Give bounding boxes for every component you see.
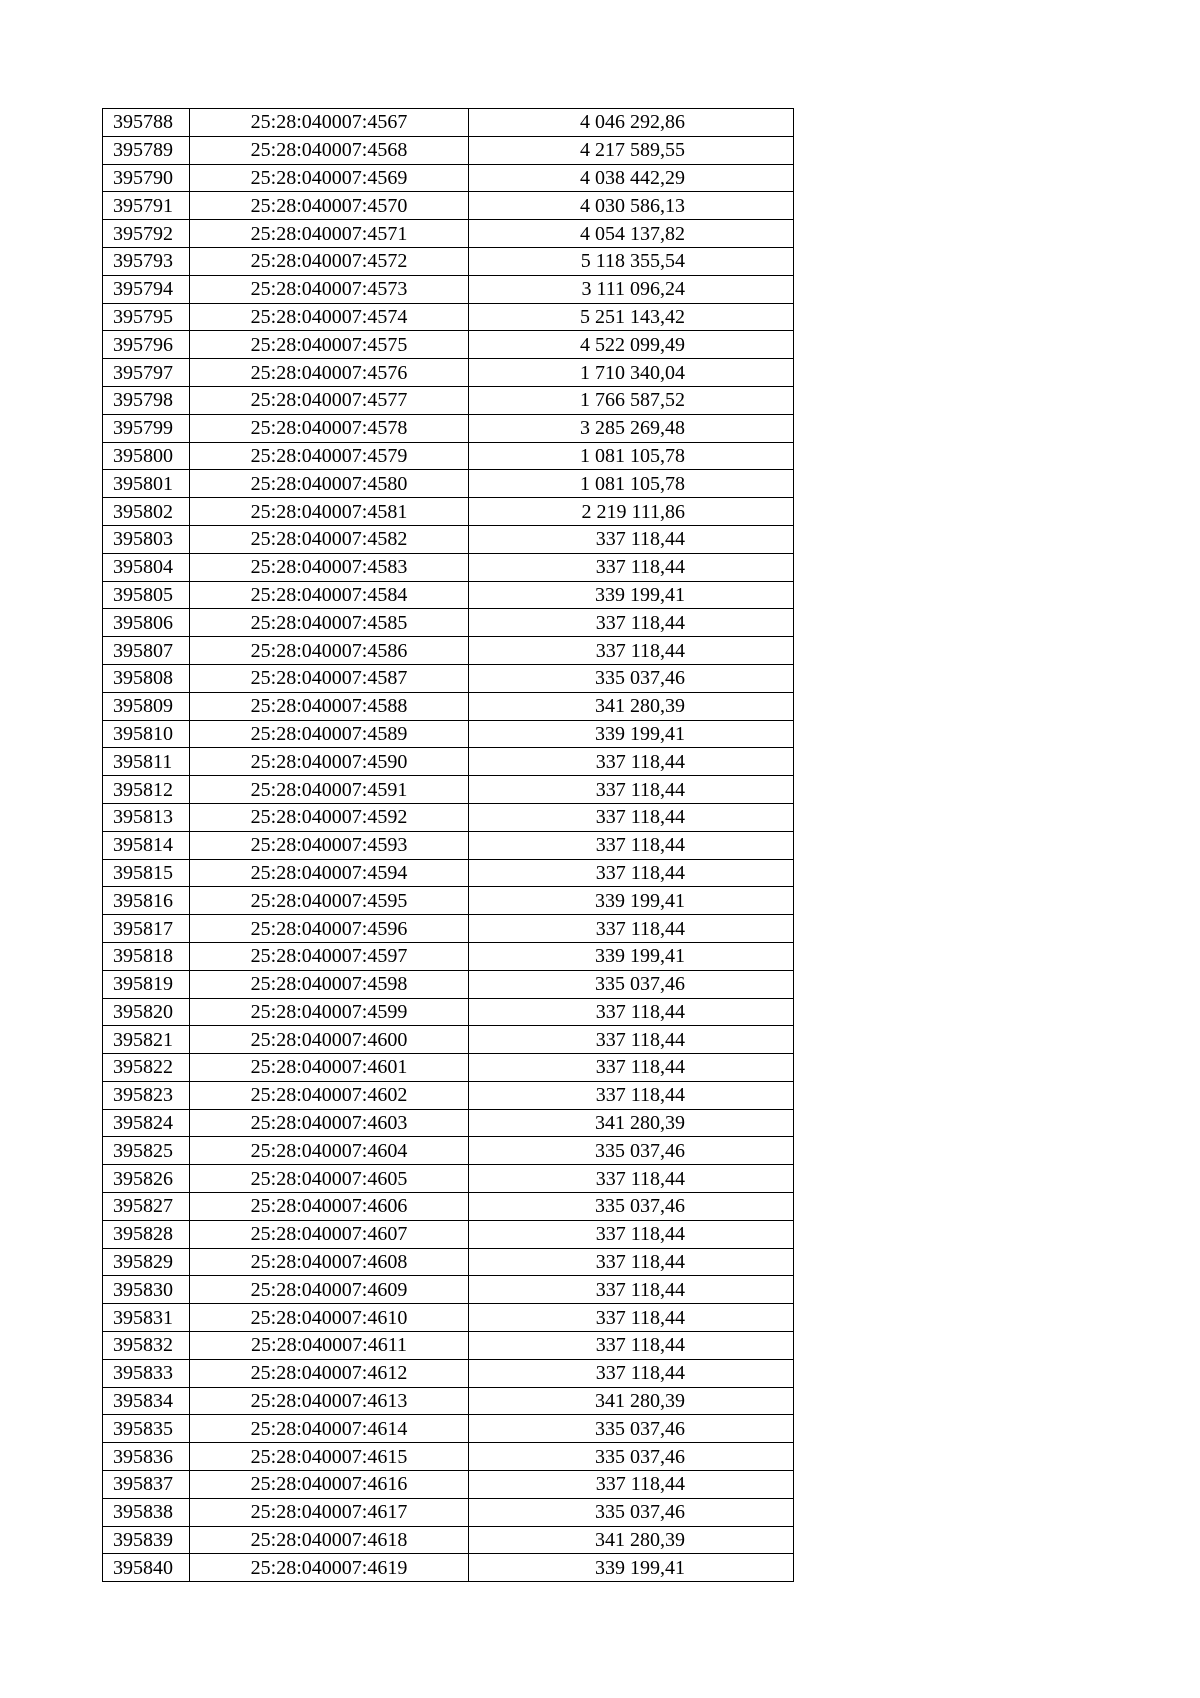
value-text: 335 037,46: [595, 1445, 685, 1468]
value-text: 4 217 589,55: [580, 139, 685, 162]
row-number-cell: 395798: [103, 386, 190, 414]
cadastral-number-cell: 25:28:040007:4606: [190, 1193, 469, 1221]
value-cell: [469, 109, 794, 137]
table-row: [103, 776, 794, 804]
row-number-cell: 395821: [103, 1026, 190, 1054]
cadastral-number-cell: 25:28:040007:4593: [190, 831, 469, 859]
value-text: 337 118,44: [595, 556, 685, 579]
table-row: [103, 1526, 794, 1554]
value-cell: [469, 1498, 794, 1526]
value-text: 5 251 143,42: [580, 305, 685, 328]
row-number-cell: 395810: [103, 720, 190, 748]
row-number-cell: 395835: [103, 1415, 190, 1443]
value-cell: [469, 1276, 794, 1304]
table-row: [103, 609, 794, 637]
cadastral-number-cell: 25:28:040007:4613: [190, 1387, 469, 1415]
table-row: [103, 386, 794, 414]
row-number-cell: 395812: [103, 776, 190, 804]
cadastral-number-cell: 25:28:040007:4617: [190, 1498, 469, 1526]
cadastral-number-cell: 25:28:040007:4579: [190, 442, 469, 470]
value-cell: [469, 887, 794, 915]
table-row: [103, 220, 794, 248]
table-row: [103, 192, 794, 220]
row-number-cell: 395799: [103, 414, 190, 442]
value-cell: [469, 776, 794, 804]
table-row: [103, 470, 794, 498]
table-row: [103, 887, 794, 915]
value-cell: [469, 803, 794, 831]
row-number-cell: 395790: [103, 164, 190, 192]
table-row: [103, 915, 794, 943]
cadastral-number-cell: 25:28:040007:4602: [190, 1081, 469, 1109]
value-text: 1 081 105,78: [580, 444, 685, 467]
value-cell: [469, 1554, 794, 1582]
table-row: [103, 525, 794, 553]
row-number-cell: 395833: [103, 1359, 190, 1387]
row-number-cell: 395791: [103, 192, 190, 220]
cadastral-number-cell: 25:28:040007:4603: [190, 1109, 469, 1137]
cadastral-number-cell: 25:28:040007:4595: [190, 887, 469, 915]
row-number-cell: 395822: [103, 1054, 190, 1082]
cadastral-number-cell: 25:28:040007:4615: [190, 1443, 469, 1471]
value-text: 1 081 105,78: [580, 472, 685, 495]
cadastral-number-cell: 25:28:040007:4612: [190, 1359, 469, 1387]
value-text: 337 118,44: [595, 1278, 685, 1301]
row-number-cell: 395819: [103, 970, 190, 998]
table-row: [103, 1415, 794, 1443]
value-cell: [469, 1165, 794, 1193]
row-number-cell: 395827: [103, 1193, 190, 1221]
value-text: 341 280,39: [595, 1529, 685, 1552]
table-row: [103, 748, 794, 776]
value-cell: [469, 553, 794, 581]
table-row: [103, 831, 794, 859]
value-cell: [469, 1415, 794, 1443]
cadastral-number-cell: 25:28:040007:4614: [190, 1415, 469, 1443]
cadastral-number-cell: 25:28:040007:4596: [190, 915, 469, 943]
table-row: [103, 1554, 794, 1582]
value-text: 339 199,41: [595, 1556, 685, 1579]
table-row: [103, 859, 794, 887]
row-number-cell: 395815: [103, 859, 190, 887]
cadastral-number-cell: 25:28:040007:4573: [190, 275, 469, 303]
value-text: 337 118,44: [595, 1362, 685, 1385]
cadastral-number-cell: 25:28:040007:4574: [190, 303, 469, 331]
value-text: 337 118,44: [595, 1251, 685, 1274]
cadastral-number-cell: 25:28:040007:4618: [190, 1526, 469, 1554]
row-number-cell: 395816: [103, 887, 190, 915]
value-cell: [469, 637, 794, 665]
value-text: 337 118,44: [595, 1000, 685, 1023]
value-cell: [469, 1387, 794, 1415]
row-number-cell: 395800: [103, 442, 190, 470]
table-row: [103, 1359, 794, 1387]
table-row: [103, 1220, 794, 1248]
cadastral-number-cell: 25:28:040007:4599: [190, 998, 469, 1026]
row-number-cell: 395802: [103, 498, 190, 526]
value-cell: [469, 164, 794, 192]
value-cell: [469, 414, 794, 442]
value-text: 337 118,44: [595, 1167, 685, 1190]
table-row: [103, 942, 794, 970]
cadastral-number-cell: 25:28:040007:4590: [190, 748, 469, 776]
value-cell: [469, 1471, 794, 1499]
value-text: 337 118,44: [595, 750, 685, 773]
table-row: [103, 1387, 794, 1415]
value-cell: [469, 303, 794, 331]
value-cell: [469, 1248, 794, 1276]
value-cell: [469, 442, 794, 470]
cadastral-number-cell: 25:28:040007:4604: [190, 1137, 469, 1165]
row-number-cell: 395797: [103, 359, 190, 387]
table-row: [103, 1248, 794, 1276]
cadastral-value-table: [102, 108, 794, 1582]
row-number-cell: 395824: [103, 1109, 190, 1137]
value-cell: [469, 1526, 794, 1554]
table-row: [103, 498, 794, 526]
row-number-cell: 395814: [103, 831, 190, 859]
value-cell: [469, 525, 794, 553]
cadastral-number-cell: 25:28:040007:4605: [190, 1165, 469, 1193]
value-cell: [469, 998, 794, 1026]
value-cell: [469, 581, 794, 609]
row-number-cell: 395796: [103, 331, 190, 359]
row-number-cell: 395806: [103, 609, 190, 637]
cadastral-number-cell: 25:28:040007:4607: [190, 1220, 469, 1248]
row-number-cell: 395826: [103, 1165, 190, 1193]
table-row: [103, 1304, 794, 1332]
cadastral-number-cell: 25:28:040007:4600: [190, 1026, 469, 1054]
row-number-cell: 395808: [103, 664, 190, 692]
value-text: 3 111 096,24: [581, 278, 685, 301]
cadastral-number-cell: 25:28:040007:4577: [190, 386, 469, 414]
value-cell: [469, 470, 794, 498]
value-text: 337 118,44: [595, 528, 685, 551]
value-cell: [469, 331, 794, 359]
value-text: 337 118,44: [595, 917, 685, 940]
cadastral-number-cell: 25:28:040007:4570: [190, 192, 469, 220]
cadastral-number-cell: 25:28:040007:4597: [190, 942, 469, 970]
value-cell: [469, 1137, 794, 1165]
row-number-cell: 395809: [103, 692, 190, 720]
value-text: 337 118,44: [595, 778, 685, 801]
table-row: [103, 331, 794, 359]
cadastral-number-cell: 25:28:040007:4611: [190, 1332, 469, 1360]
cadastral-number-cell: 25:28:040007:4580: [190, 470, 469, 498]
value-cell: [469, 915, 794, 943]
cadastral-number-cell: 25:28:040007:4567: [190, 109, 469, 137]
table-row: [103, 970, 794, 998]
cadastral-number-cell: 25:28:040007:4568: [190, 136, 469, 164]
value-text: 4 030 586,13: [580, 194, 685, 217]
value-cell: [469, 831, 794, 859]
value-text: 337 118,44: [595, 1028, 685, 1051]
cadastral-number-cell: 25:28:040007:4587: [190, 664, 469, 692]
row-number-cell: 395828: [103, 1220, 190, 1248]
value-text: 337 118,44: [595, 1306, 685, 1329]
table-row: [103, 720, 794, 748]
value-cell: [469, 609, 794, 637]
cadastral-number-cell: 25:28:040007:4582: [190, 525, 469, 553]
row-number-cell: 395830: [103, 1276, 190, 1304]
cadastral-number-cell: 25:28:040007:4592: [190, 803, 469, 831]
cadastral-number-cell: 25:28:040007:4583: [190, 553, 469, 581]
table-row: [103, 109, 794, 137]
cadastral-number-cell: 25:28:040007:4608: [190, 1248, 469, 1276]
table-row: [103, 247, 794, 275]
table-row: [103, 581, 794, 609]
value-text: 339 199,41: [595, 889, 685, 912]
row-number-cell: 395801: [103, 470, 190, 498]
table-row: [103, 692, 794, 720]
value-cell: [469, 275, 794, 303]
value-cell: [469, 247, 794, 275]
value-cell: [469, 498, 794, 526]
value-text: 337 118,44: [595, 861, 685, 884]
row-number-cell: 395792: [103, 220, 190, 248]
row-number-cell: 395793: [103, 247, 190, 275]
table-row: [103, 1054, 794, 1082]
table-row: [103, 442, 794, 470]
cadastral-number-cell: 25:28:040007:4578: [190, 414, 469, 442]
value-cell: [469, 1081, 794, 1109]
value-cell: [469, 1220, 794, 1248]
table-row: [103, 803, 794, 831]
value-text: 337 118,44: [595, 1084, 685, 1107]
cadastral-number-cell: 25:28:040007:4609: [190, 1276, 469, 1304]
row-number-cell: 395789: [103, 136, 190, 164]
value-text: 337 118,44: [595, 1223, 685, 1246]
cadastral-number-cell: 25:28:040007:4586: [190, 637, 469, 665]
cadastral-number-cell: 25:28:040007:4619: [190, 1554, 469, 1582]
value-text: 1 766 587,52: [580, 389, 685, 412]
value-cell: [469, 1443, 794, 1471]
table-row: [103, 1443, 794, 1471]
cadastral-number-cell: 25:28:040007:4575: [190, 331, 469, 359]
value-text: 335 037,46: [595, 1195, 685, 1218]
table-row: [103, 1026, 794, 1054]
value-cell: [469, 664, 794, 692]
cadastral-number-cell: 25:28:040007:4572: [190, 247, 469, 275]
cadastral-number-cell: 25:28:040007:4594: [190, 859, 469, 887]
value-cell: [469, 359, 794, 387]
cadastral-number-cell: 25:28:040007:4610: [190, 1304, 469, 1332]
value-text: 337 118,44: [595, 611, 685, 634]
table-row: [103, 1081, 794, 1109]
cadastral-number-cell: 25:28:040007:4569: [190, 164, 469, 192]
table-row: [103, 164, 794, 192]
row-number-cell: 395804: [103, 553, 190, 581]
cadastral-number-cell: 25:28:040007:4585: [190, 609, 469, 637]
value-text: 341 280,39: [595, 1390, 685, 1413]
value-text: 335 037,46: [595, 973, 685, 996]
cadastral-number-cell: 25:28:040007:4581: [190, 498, 469, 526]
value-text: 337 118,44: [595, 1473, 685, 1496]
row-number-cell: 395836: [103, 1443, 190, 1471]
row-number-cell: 395803: [103, 525, 190, 553]
row-number-cell: 395817: [103, 915, 190, 943]
value-text: 4 522 099,49: [580, 333, 685, 356]
row-number-cell: 395805: [103, 581, 190, 609]
cadastral-number-cell: 25:28:040007:4588: [190, 692, 469, 720]
row-number-cell: 395837: [103, 1471, 190, 1499]
cadastral-number-cell: 25:28:040007:4589: [190, 720, 469, 748]
value-text: 335 037,46: [595, 667, 685, 690]
cadastral-number-cell: 25:28:040007:4598: [190, 970, 469, 998]
table-row: [103, 1165, 794, 1193]
value-text: 341 280,39: [595, 695, 685, 718]
value-cell: [469, 942, 794, 970]
value-cell: [469, 1054, 794, 1082]
row-number-cell: 395825: [103, 1137, 190, 1165]
value-cell: [469, 1359, 794, 1387]
table-row: [103, 664, 794, 692]
table-row: [103, 1276, 794, 1304]
row-number-cell: 395840: [103, 1554, 190, 1582]
table-row: [103, 1332, 794, 1360]
value-cell: [469, 720, 794, 748]
value-text: 3 285 269,48: [580, 417, 685, 440]
value-cell: [469, 1332, 794, 1360]
value-text: 337 118,44: [595, 806, 685, 829]
value-text: 335 037,46: [595, 1139, 685, 1162]
value-cell: [469, 1109, 794, 1137]
value-text: 337 118,44: [595, 1056, 685, 1079]
row-number-cell: 395807: [103, 637, 190, 665]
table-row: [103, 998, 794, 1026]
value-text: 339 199,41: [595, 945, 685, 968]
table-row: [103, 1471, 794, 1499]
value-cell: [469, 136, 794, 164]
value-text: 5 118 355,54: [580, 250, 685, 273]
cadastral-number-cell: 25:28:040007:4601: [190, 1054, 469, 1082]
value-text: 341 280,39: [595, 1112, 685, 1135]
table-row: [103, 1137, 794, 1165]
value-cell: [469, 970, 794, 998]
value-cell: [469, 1193, 794, 1221]
row-number-cell: 395795: [103, 303, 190, 331]
value-text: 335 037,46: [595, 1417, 685, 1440]
row-number-cell: 395818: [103, 942, 190, 970]
cadastral-number-cell: 25:28:040007:4591: [190, 776, 469, 804]
row-number-cell: 395834: [103, 1387, 190, 1415]
cadastral-number-cell: 25:28:040007:4576: [190, 359, 469, 387]
value-cell: [469, 859, 794, 887]
table-row: [103, 275, 794, 303]
row-number-cell: 395820: [103, 998, 190, 1026]
value-cell: [469, 386, 794, 414]
table-row: [103, 303, 794, 331]
row-number-cell: 395838: [103, 1498, 190, 1526]
value-text: 337 118,44: [595, 1334, 685, 1357]
row-number-cell: 395823: [103, 1081, 190, 1109]
cadastral-number-cell: 25:28:040007:4584: [190, 581, 469, 609]
row-number-cell: 395831: [103, 1304, 190, 1332]
value-text: 4 038 442,29: [580, 166, 685, 189]
row-number-cell: 395829: [103, 1248, 190, 1276]
table-row: [103, 1109, 794, 1137]
cadastral-number-cell: 25:28:040007:4571: [190, 220, 469, 248]
row-number-cell: 395813: [103, 803, 190, 831]
row-number-cell: 395811: [103, 748, 190, 776]
table-row: [103, 1498, 794, 1526]
value-cell: [469, 692, 794, 720]
value-text: 337 118,44: [595, 834, 685, 857]
value-cell: [469, 1026, 794, 1054]
table-row: [103, 1193, 794, 1221]
table-row: [103, 359, 794, 387]
value-cell: [469, 192, 794, 220]
value-cell: [469, 1304, 794, 1332]
value-cell: [469, 220, 794, 248]
value-text: 339 199,41: [595, 583, 685, 606]
row-number-cell: 395794: [103, 275, 190, 303]
row-number-cell: 395832: [103, 1332, 190, 1360]
value-text: 2 219 111,86: [581, 500, 685, 523]
row-number-cell: 395839: [103, 1526, 190, 1554]
value-text: 4 054 137,82: [580, 222, 685, 245]
table-row: [103, 553, 794, 581]
value-text: 335 037,46: [595, 1501, 685, 1524]
value-text: 337 118,44: [595, 639, 685, 662]
value-text: 4 046 292,86: [580, 111, 685, 134]
value-text: 339 199,41: [595, 722, 685, 745]
value-text: 1 710 340,04: [580, 361, 685, 384]
table-row: [103, 637, 794, 665]
value-cell: [469, 748, 794, 776]
row-number-cell: 395788: [103, 109, 190, 137]
table-body: [103, 109, 794, 1582]
cadastral-number-cell: 25:28:040007:4616: [190, 1471, 469, 1499]
table-row: [103, 414, 794, 442]
table-row: [103, 136, 794, 164]
